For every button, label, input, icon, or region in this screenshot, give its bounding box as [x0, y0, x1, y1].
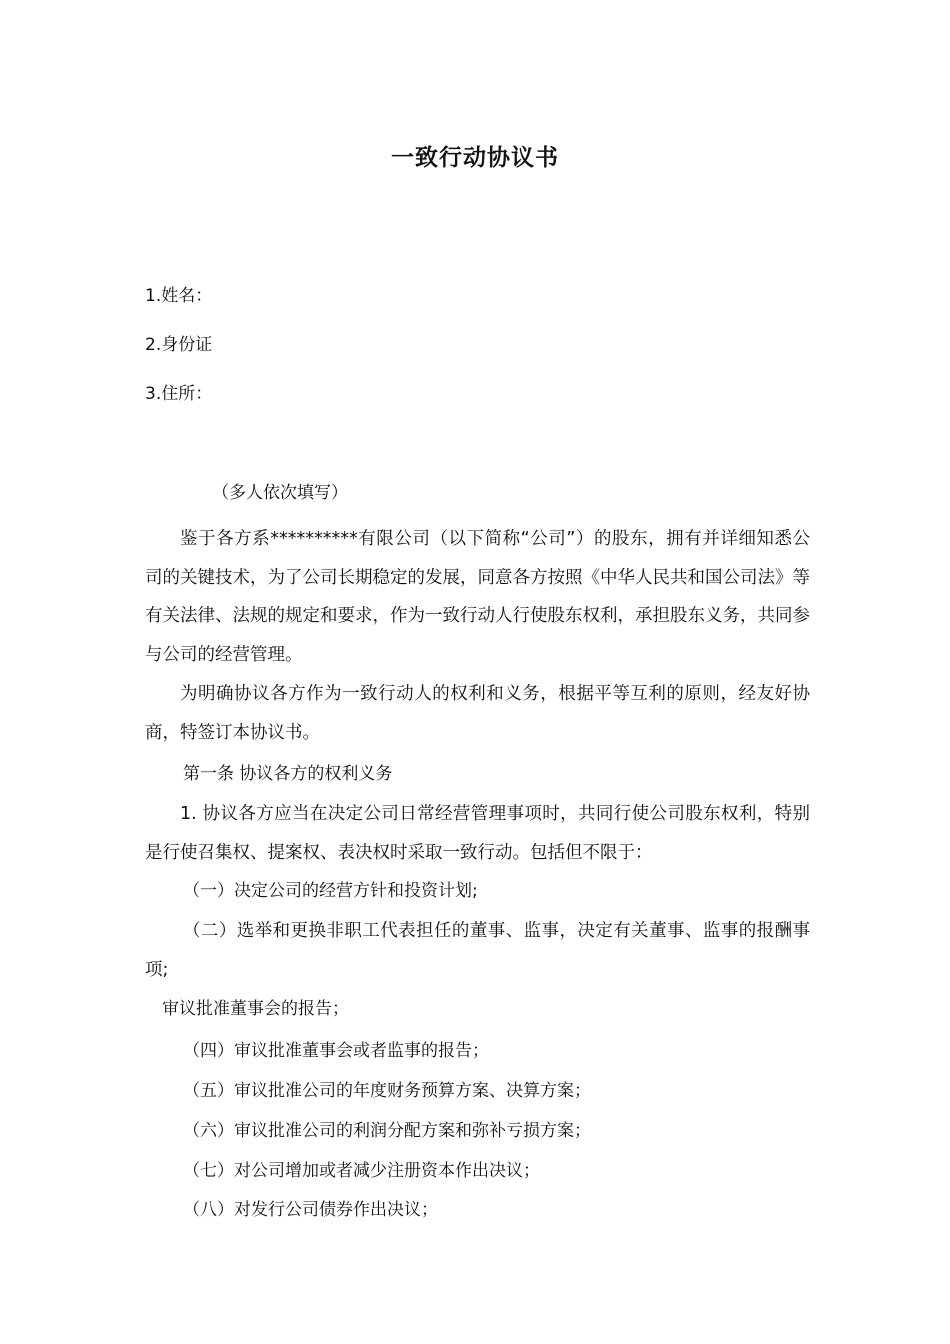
- document-title: 一致行动协议书: [391, 145, 559, 171]
- field-id-card: 2.身份证: [145, 335, 213, 355]
- item-8: （八）对发行公司债券作出决议；: [183, 1200, 438, 1220]
- field-address: 3.住所：: [145, 384, 213, 404]
- item-4: （四）审议批准董事会或者监事的报告；: [183, 1041, 489, 1061]
- field-name: 1.姓名：: [145, 286, 213, 306]
- fill-note: （多人依次填写）: [212, 483, 348, 503]
- item-7: （七）对公司增加或者减少注册资本作出决议；: [183, 1161, 540, 1181]
- item-3: 审议批准董事会的报告；: [162, 999, 349, 1019]
- item-5: （五）审议批准公司的年度财务预算方案、决算方案；: [183, 1081, 591, 1101]
- preamble-paragraph: 鉴于各方系**********有限公司（以下简称“公司”）的股东，拥有并详细知悉公司的关键技术，为了公司长期稳定的发展，同意各方按照《中华人民共和国公司法》等有关法律、法规的规定和要求，作为一致行动人行使股东权利，承担股东义务，共同参与公司的经营管理。: [145, 529, 810, 665]
- item-6: （六）审议批准公司的利润分配方案和弥补亏损方案；: [183, 1121, 591, 1141]
- item-1: （一）决定公司的经营方针和投资计划;: [183, 881, 478, 901]
- purpose-paragraph: 为明确协议各方作为一致行动人的权利和义务，根据平等互利的原则，经友好协商，特签订本协议书。: [145, 684, 810, 743]
- article-1-heading: 第一条 协议各方的权利义务: [183, 764, 393, 784]
- item-2: （二）选举和更换非职工代表担任的董事、监事，决定有关董事、监事的报酬事项;: [145, 921, 810, 980]
- article-1-clause-1: 1. 协议各方应当在决定公司日常经营管理事项时，共同行使公司股东权利，特别是行使召集权、提案权、表决权时采取一致行动。包括但不限于：: [145, 804, 810, 863]
